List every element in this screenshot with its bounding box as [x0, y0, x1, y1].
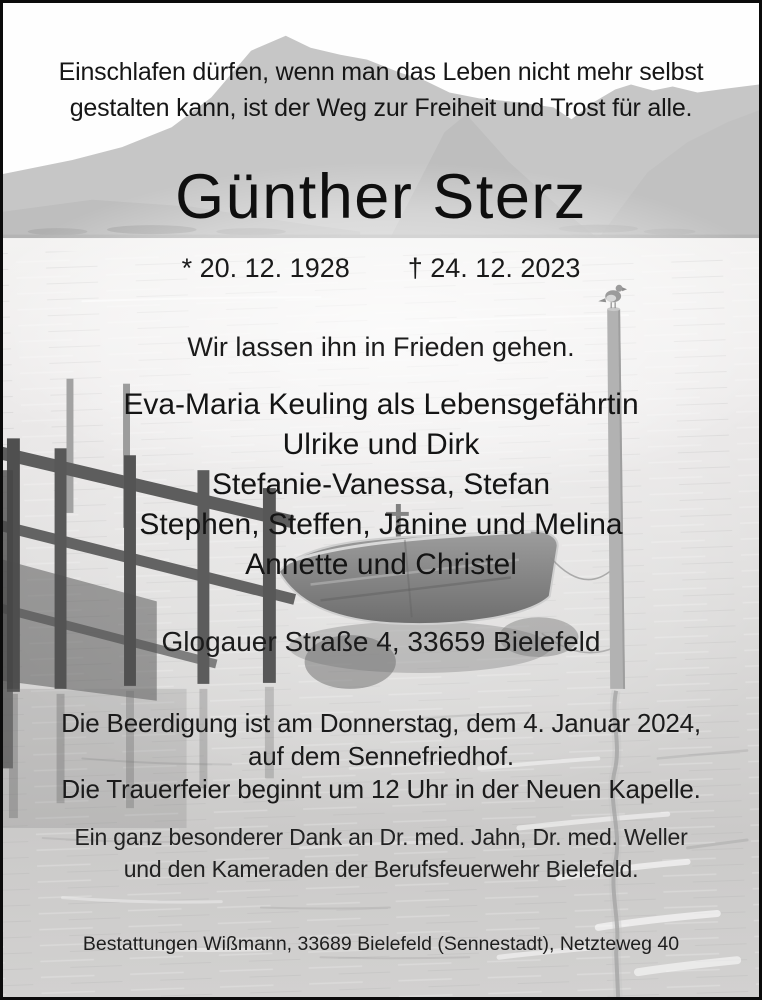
funeral-home-line: Bestattungen Wißmann, 33689 Bielefeld (Sennestadt), Netzteweg 40 — [82, 933, 680, 955]
home-address: Glogauer Straße 4, 33659 Bielefeld — [161, 626, 601, 657]
mourner-line: Stefanie-Vanessa, Stefan — [212, 468, 550, 501]
birth-date: * 20. 12. 1928 — [181, 253, 350, 283]
funeral-detail-line: auf dem Sennefriedhof. — [248, 741, 514, 771]
mourner-line: Ulrike und Dirk — [282, 428, 480, 461]
deceased-name: Günther Sterz — [175, 162, 587, 232]
mourner-line: Stephen, Steffen, Janine und Melina — [139, 508, 623, 541]
epitaph-quote — [3, 54, 759, 126]
epitaph-line-1: Einschlafen dürfen, wenn man das Leben nicht mehr selbst — [58, 58, 704, 86]
life-dates — [3, 251, 759, 285]
funeral-detail-line: Die Beerdigung ist am Donnerstag, dem 4. Januar 2024, — [61, 708, 701, 738]
death-date: † 24. 12. 2023 — [407, 253, 581, 283]
funeral-detail-line: Die Trauerfeier beginnt um 12 Uhr in der Neuen Kapelle. — [61, 774, 701, 804]
mourner-line: Annette und Christel — [245, 548, 517, 581]
epitaph-line-2: gestalten kann, ist der Weg zur Freiheit und Trost für alle. — [69, 94, 693, 122]
funeral-details — [3, 707, 759, 806]
thanks-line: Ein ganz besonderer Dank an Dr. med. Jahn, Dr. med. Weller — [74, 824, 688, 850]
mourner-line: Eva-Maria Keuling als Lebensgefährtin — [123, 388, 639, 421]
farewell-line: Wir lassen ihn in Frieden gehen. — [187, 332, 575, 362]
mourners-list — [3, 385, 759, 585]
thanks-note — [3, 821, 759, 885]
thanks-line: und den Kameraden der Berufsfeuerwehr Bielefeld. — [123, 856, 639, 882]
